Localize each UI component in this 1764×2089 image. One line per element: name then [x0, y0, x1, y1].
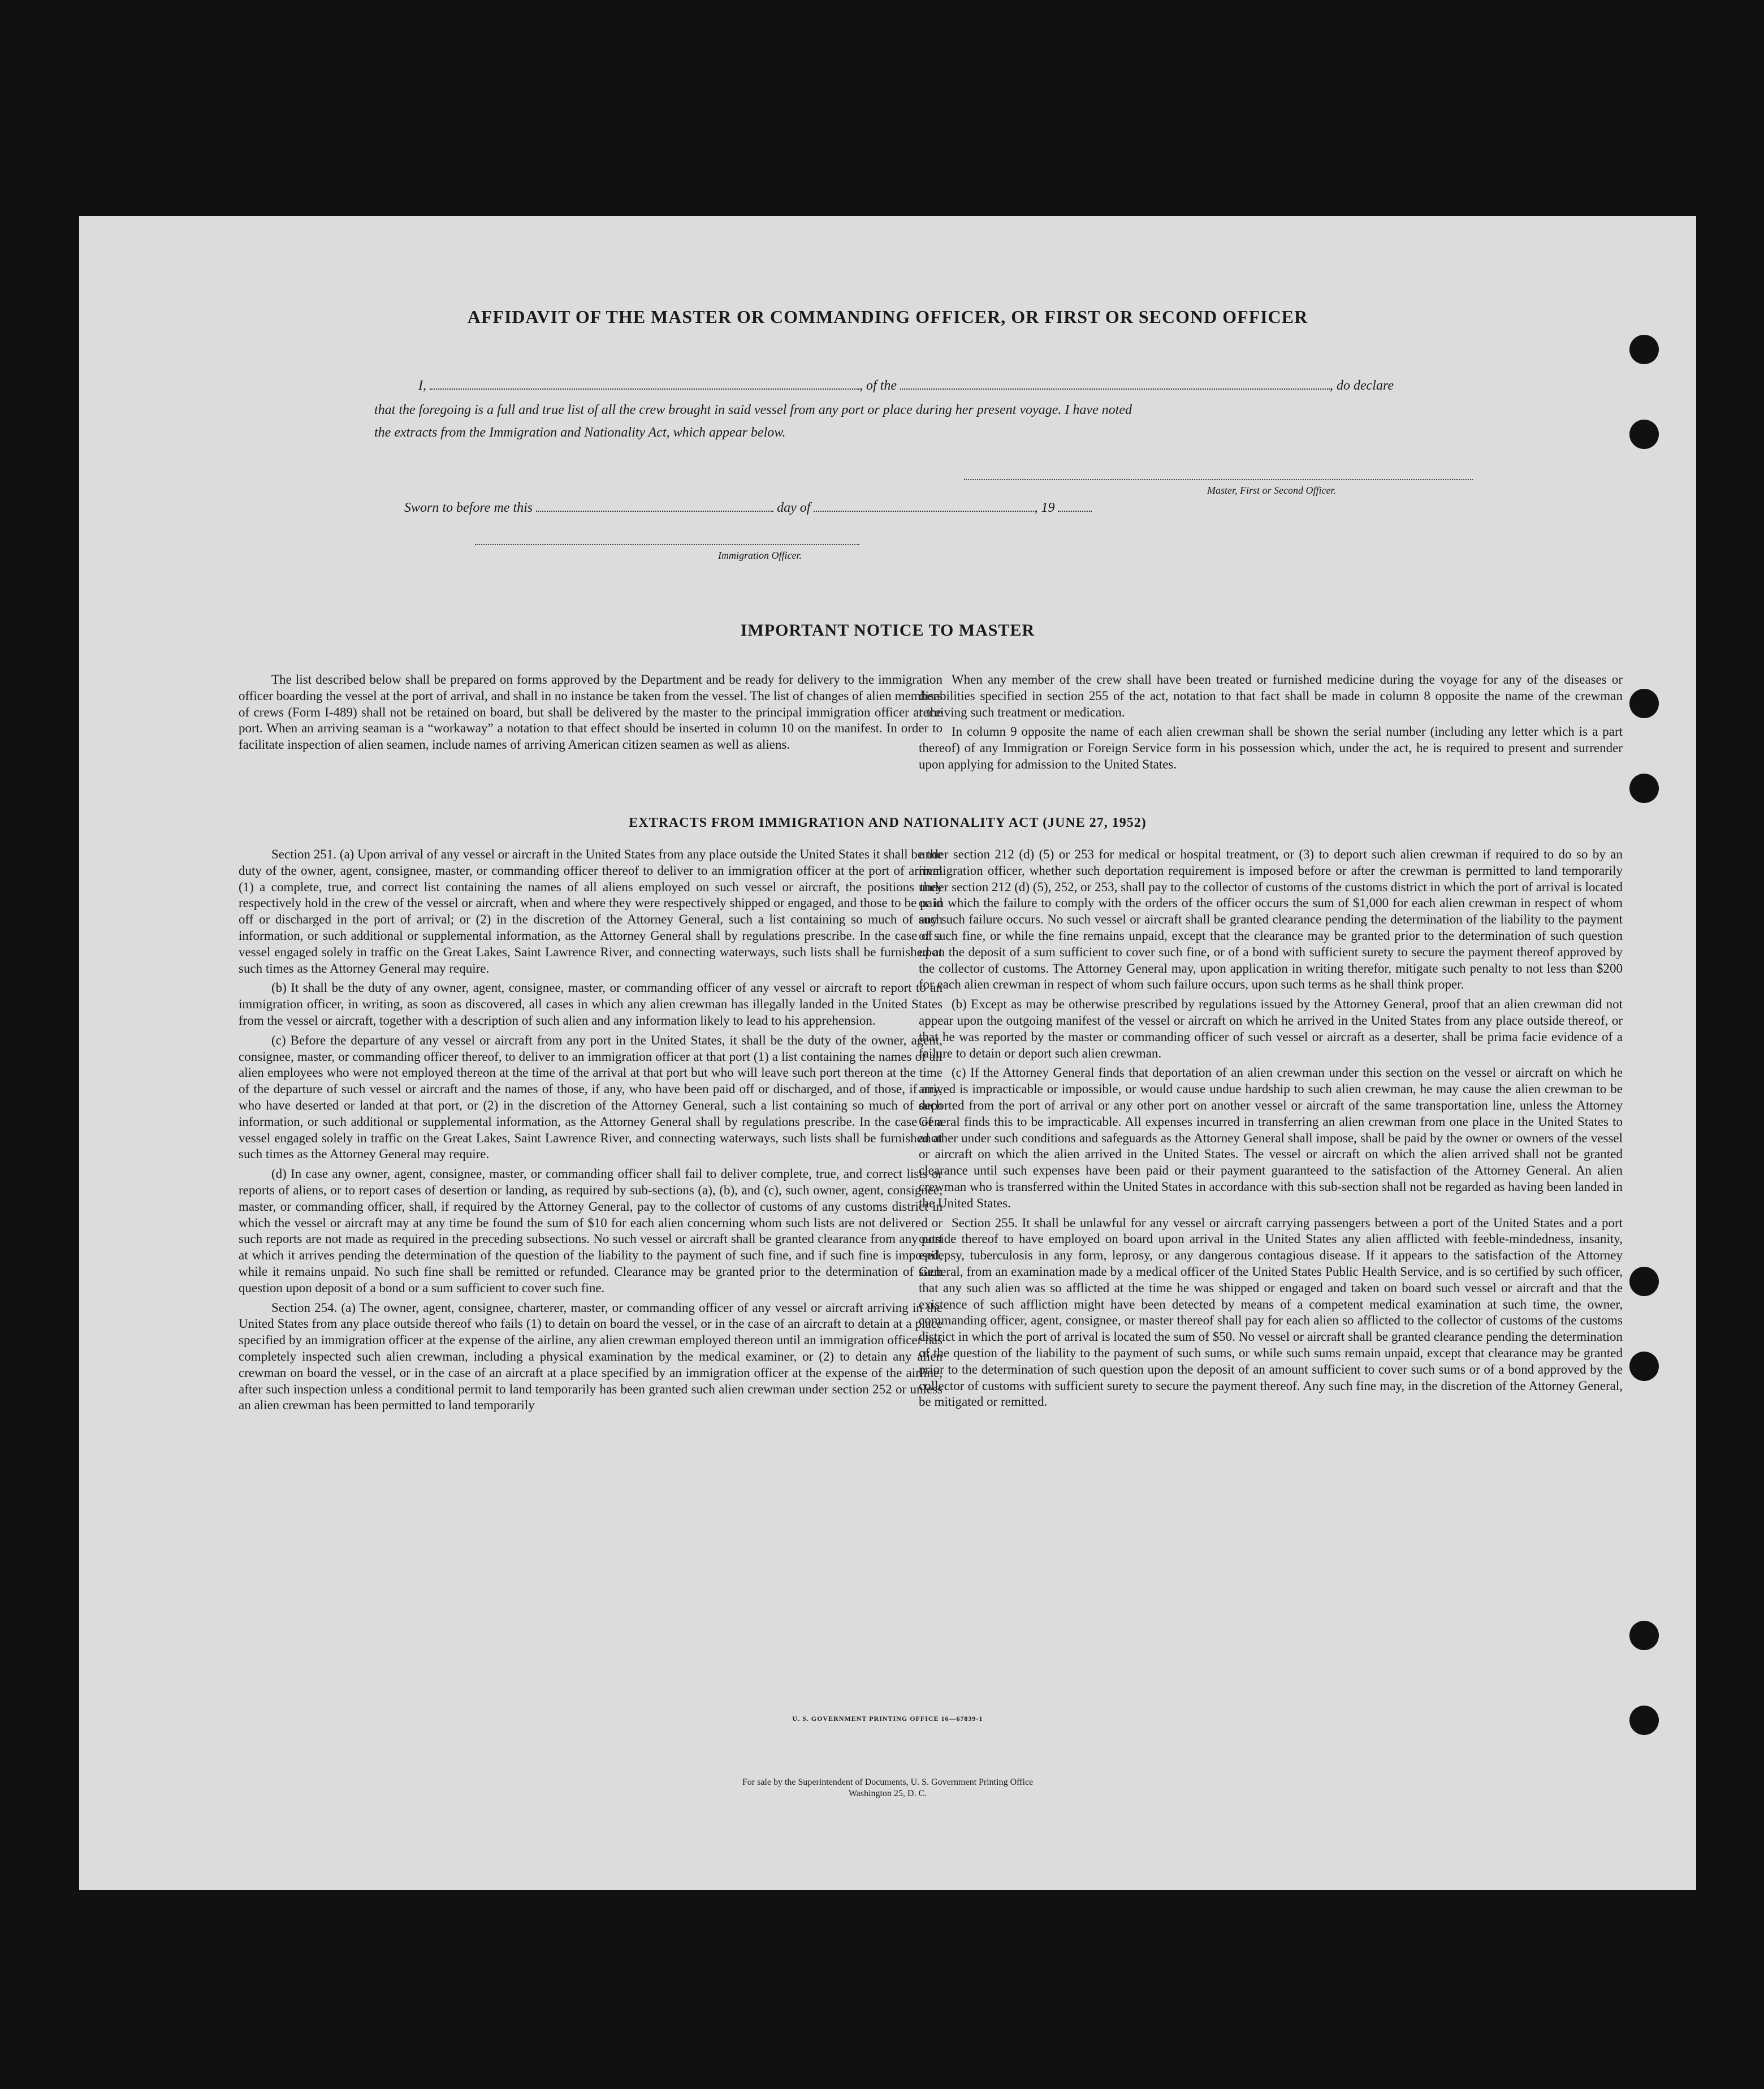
form-page	[79, 216, 1696, 1890]
sale-line: For sale by the Superintendent of Documents, U. S. Government Printing Office	[742, 1777, 1034, 1787]
extract-paragraph: under section 212 (d) (5) or 253 for medical or hospital treatment, or (3) to deport such alien crewman if required to do so by an immigration officer, whether such deportation requirement is imposed before or after the crewman is permitted to land temporarily under section 212 (d) (5), 252, or 253, shall pay to the collector of customs of the customs district in which the port of arrival is located or in which the failure to comply with the orders of the officer occurs the sum of $1,000 for each alien crewman in respect of whom any such failure occurs. No such vessel or aircraft shall be granted clearance pending the determination of the liability to the payment of such fine, or while the fine remains unpaid, except that the clearance may be granted prior to the determination of such question upon the deposit of a sum sufficient to cover such fine, or of a bond with sufficient surety to secure the payment thereof approved by the collector of customs. The Attorney General may, upon application in writing therefor, mitigate such penalty to not less than $200 for each alien crewman in respect of whom such failure occurs, upon such terms as he shall think proper.	[919, 847, 1623, 992]
punch-hole	[1629, 420, 1659, 449]
notice-paragraph: The list described below shall be prepared on forms approved by the Department and be ready for delivery to the immigration officer boarding the vessel at the port of arrival, and shall in no instance be taken from the vessel. The list of changes of alien members of crews (Form I-489) shall not be retained on board, but shall be delivered by the master to the principal immigration officer at the port. When an arriving seaman is a “workaway” a notation to that effect should be inserted in column 10 on the manifest. In order to facilitate inspection of alien seamen, include names of arriving American citizen seamen as well as aliens.	[239, 672, 942, 752]
sale-notice	[79, 1777, 1696, 1799]
notice-right-column	[919, 672, 1623, 776]
label-sworn: Sworn to before me this	[404, 500, 533, 515]
blank-sworn-month[interactable]	[814, 510, 1034, 512]
notice-title: IMPORTANT NOTICE TO MASTER	[740, 621, 1035, 640]
blank-sworn-year[interactable]	[1058, 510, 1092, 512]
sworn-line	[404, 500, 1092, 516]
extracts-title: EXTRACTS FROM IMMIGRATION AND NATIONALITY ACT (JUNE 27, 1952)	[629, 815, 1147, 830]
affidavit-title: AFFIDAVIT OF THE MASTER OR COMMANDING OFFICER, OR FIRST OR SECOND OFFICER	[467, 307, 1308, 327]
label-do-declare: , do declare	[1330, 378, 1394, 393]
master-signature-caption: Master, First or Second Officer.	[1207, 485, 1336, 496]
extract-paragraph: (b) Except as may be otherwise prescribed by regulations issued by the Attorney General, proof that an alien crewman did not appear upon the outgoing manifest of the vessel or aircraft on which he arrived in the United States from any place outside thereof, or that he was reported by the master or commanding officer of such vessel or aircraft as a deserter, shall be prima facie evidence of a failure to detain or deport such alien crewman.	[919, 997, 1623, 1060]
extract-paragraph: (c) Before the departure of any vessel or aircraft from any port in the United States, it shall be the duty of the owner, agent, consignee, master, or commanding officer thereof, to deliver to an immigration officer at that port (1) a list containing the names of all alien employees who were not employed thereon at the time of the arrival at that port but who will leave such port thereon at the time of the departure of such vessel or aircraft and the names of those, if any, who have been paid off or discharged, and of those, if any, who have deserted or landed at that port, or (2) in the discretion of the Attorney General, such a list containing so much of such information, or such additional or supplemental information, as the Attorney General shall by regulations prescribe. In the case of a vessel engaged solely in traffic on the Great Lakes, Saint Lawrence River, and connecting waterways, such lists shall be furnished at such times as the Attorney General may require.	[239, 1033, 942, 1162]
extract-paragraph: Section 251. (a) Upon arrival of any vessel or aircraft in the United States from any place outside the United States it shall be the duty of the owner, agent, consignee, master, or commanding officer thereof to deliver to an immigration officer at the port of arrival (1) a complete, true, and correct list containing the names of all aliens employed on such vessel or aircraft, the positions they respectively hold in the crew of the vessel or aircraft, when and where they were respectively shipped or engaged, and those to be paid off or discharged in the port of arrival; or (2) in the discretion of the Attorney General, such a list containing so much of such information, or such additional or supplemental information, as the Attorney General shall by regulations prescribe. In the case of a vessel engaged solely in traffic on the Great Lakes, Saint Lawrence River, and connecting waterways, such lists shall be furnished at such times as the Attorney General may require.	[239, 847, 942, 976]
blank-name[interactable]	[430, 388, 859, 390]
label-year: , 19	[1034, 500, 1055, 515]
label-i: I,	[418, 378, 426, 393]
officer-signature-caption: Immigration Officer.	[718, 550, 802, 561]
blank-sworn-day[interactable]	[536, 510, 773, 512]
master-signature-line[interactable]	[964, 479, 1473, 480]
extract-paragraph: Section 254. (a) The owner, agent, consignee, charterer, master, or commanding officer of any vessel or aircraft arriving in the United States from any place outside thereof who fails (1) to detain on board the vessel, or in the case of an aircraft to detain at a place specified by an immigration officer at the expense of the airline, any alien crewman employed thereon until an immigration officer has completely inspected such alien crewman, including a physical examination by the medical examiner, or (2) to detain any alien crewman on board the vessel, or in the case of an aircraft at a place specified by an immigration officer at the expense of the airline, after such inspection unless a conditional permit to land temporarily has been granted such alien crewman under section 252 or unless an alien crewman has been permitted to land temporarily	[239, 1300, 942, 1413]
affidavit-statement-line: the extracts from the Immigration and Nationality Act, which appear below.	[374, 425, 786, 440]
extracts-right-column	[919, 847, 1623, 1414]
extract-paragraph: (d) In case any owner, agent, consignee, master, or commanding officer shall fail to deliver complete, true, and correct lists or reports of aliens, or to report cases of desertion or landing, as required by sub-sections (a), (b), and (c), such owner, agent, consignee, master, or commanding officer, shall, if required by the Attorney General, pay to the collector of customs of any customs district in which the vessel or aircraft may at any time be found the sum of $10 for each alien concerning whom such lists are not delivered or such reports are not made as required in the preceding subsections. No such vessel or aircraft shall be granted clearance from any port at which it arrives pending the determination of the question of the liability to the payment of such fine, and if such fine is imposed, while it remains unpaid. No such fine shall be remitted or refunded. Clearance may be granted prior to the determination of such question upon deposit of a bond or a sum sufficient to cover such fine.	[239, 1167, 942, 1295]
punch-hole	[1629, 1352, 1659, 1381]
punch-hole	[1629, 774, 1659, 803]
notice-paragraph: When any member of the crew shall have been treated or furnished medicine during the voyage for any of the diseases or disabilities specified in section 255 of the act, notation to that fact shall be made in column 8 opposite the name of the crewman receiving such treatment or medication.	[919, 672, 1623, 719]
extracts-left-column	[239, 847, 942, 1417]
notice-paragraph: In column 9 opposite the name of each alien crewman shall be shown the serial number (including any letter which is a part thereof) of any Immigration or Foreign Service form in his possession which, under the act, he is required to present and surrender upon applying for admission to the United States.	[919, 724, 1623, 771]
sale-line: Washington 25, D. C.	[848, 1789, 927, 1798]
label-day-of: day of	[777, 500, 811, 515]
punch-hole	[1629, 1267, 1659, 1296]
extract-paragraph: (b) It shall be the duty of any owner, agent, consignee, master, or commanding officer of any vessel or aircraft to report to an immigration officer, in writing, as soon as discovered, all cases in which any alien crewman has illegally landed in the United States from the vessel or aircraft, together with a description of such alien and any information likely to lead to his apprehension.	[239, 981, 942, 1028]
affidavit-declaration-line	[418, 378, 1394, 394]
extract-paragraph: (c) If the Attorney General finds that deportation of an alien crewman under this section on the vessel or aircraft on which he arrived is impracticable or impossible, or would cause undue hardship to such alien crewman, he may cause the alien crewman to be deported from the port of arrival or any other port on another vessel or aircraft of the same transportation line, unless the Attorney General finds this to be impracticable. All expenses incurred in transferring an alien crewman from one place in the United States to another under such conditions and safeguards as the Attorney General shall impose, shall be paid by the owner or owners of the vessel or aircraft on which the alien arrived in the United States. The vessel or aircraft on which the alien arrived shall not be granted clearance until such expenses have been paid or their payment guaranteed to the satisfaction of the Attorney General. An alien crewman who is transferred within the United States in accordance with this sub-section shall not be regarded as having been landed in the United States.	[919, 1065, 1623, 1210]
punch-hole	[1629, 1621, 1659, 1650]
label-of-the: , of the	[859, 378, 897, 393]
printer-imprint: U. S. GOVERNMENT PRINTING OFFICE 16—67839-1	[792, 1715, 983, 1723]
officer-signature-line[interactable]	[475, 544, 859, 545]
punch-hole	[1629, 689, 1659, 718]
blank-vessel[interactable]	[900, 388, 1330, 390]
notice-left-column	[239, 672, 942, 757]
punch-hole	[1629, 335, 1659, 364]
extract-paragraph: Section 255. It shall be unlawful for any vessel or aircraft carrying passengers between a port of the United States and a port outside thereof to have employed on board upon arrival in the United States any alien afflicted with feeble-mindedness, insanity, epilepsy, tuberculosis in any form, leprosy, or any dangerous contagious disease. If it appears to the satisfaction of the Attorney General, from an examination made by a medical officer of the United States Public Health Service, and is so certified by such officer, that any such alien was so afflicted at the time he was shipped or engaged and taken on board such vessel or aircraft and that the existence of such affliction might have been detected by means of a competent medical examination at such time, the owner, commanding officer, agent, consignee, or master thereof shall pay for each alien so afflicted to the collector of customs of the customs district in which the port of arrival is located the sum of $50. No vessel or aircraft shall be granted clearance pending the determination of the question of the liability to the payment of such sums, or while such sums remain unpaid, except that clearance may be granted prior to the determination of such question upon the deposit of an amount sufficient to cover such sums or of a bond approved by the collector of customs with sufficient surety to secure the payment thereof. Any such fine may, in the discretion of the Attorney General, be mitigated or remitted.	[919, 1215, 1623, 1409]
affidavit-statement-line: that the foregoing is a full and true list of all the crew brought in said vessel from any port or place during her present voyage. I have noted	[374, 403, 1132, 417]
